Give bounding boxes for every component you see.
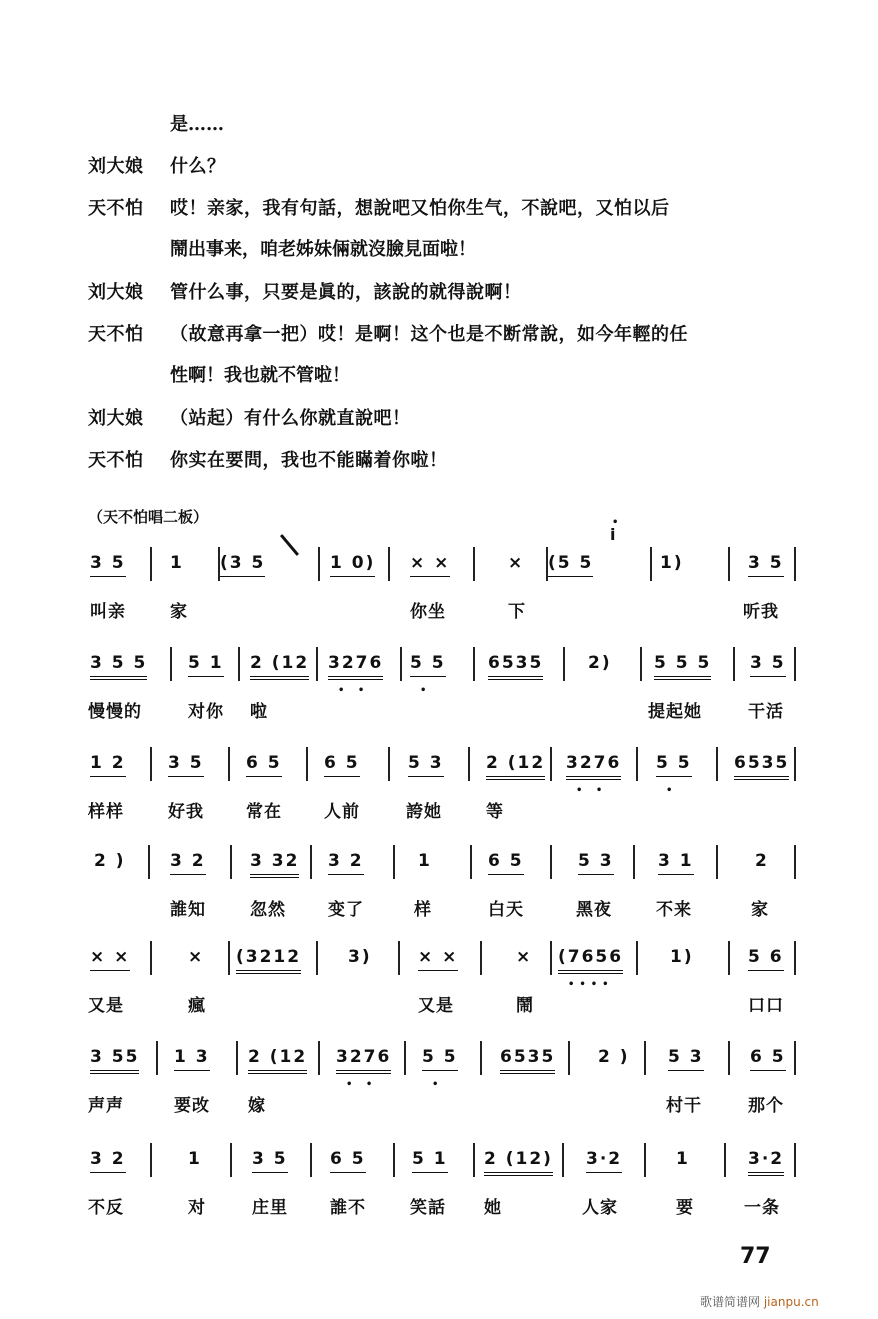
note-group: 3276 (566, 753, 621, 780)
note-group: 6535 (734, 753, 789, 780)
note-group: 5 1 (188, 653, 224, 677)
bar-line (644, 1041, 646, 1075)
note-group: 6535 (488, 653, 543, 680)
bar-line (170, 647, 172, 681)
bar-line (230, 845, 232, 879)
note-group: × (516, 947, 533, 967)
note-group: 5 6 (748, 947, 784, 971)
note-group: 2 ) (94, 851, 126, 871)
bar-line (393, 845, 395, 879)
bar-line (228, 941, 230, 975)
lyric: 对 (188, 1198, 206, 1218)
dialogue-line (88, 449, 448, 473)
bar-line (794, 747, 796, 781)
note-group: 6 5 (246, 753, 282, 777)
bar-line (794, 547, 796, 581)
note-group: × × (90, 947, 130, 971)
lyric: 对你 (188, 702, 224, 722)
bar-line (794, 647, 796, 681)
bar-line (388, 547, 390, 581)
note-group: 5 1 (412, 1149, 448, 1173)
note-group: × × (410, 553, 450, 577)
bar-line (404, 1041, 406, 1075)
note-group: 3 5 5 (90, 653, 147, 680)
bar-line (568, 1041, 570, 1075)
dialogue-line (88, 197, 670, 221)
note-group: 6 5 (488, 851, 524, 875)
bar-line (473, 1143, 475, 1177)
note-group: 3) (348, 947, 372, 967)
lyric: 她 (484, 1198, 502, 1218)
bar-line (318, 1041, 320, 1075)
section-label: （天不怕唱二板） (88, 508, 209, 526)
note-group: 3 1 (658, 851, 694, 875)
bar-line (230, 1143, 232, 1177)
lyric: 提起她 (648, 702, 702, 722)
bar-line (563, 647, 565, 681)
bar-line (728, 941, 730, 975)
dialogue-text: 鬧出事来，咱老姊妹倆就沒臉見面啦！ (170, 239, 476, 260)
dialogue-text: （站起）有什么你就直說吧！ (170, 408, 411, 429)
dialogue-text: 哎！亲家，我有句話，想說吧又怕你生气，不說吧，又怕以后 (170, 198, 670, 219)
note-group: 2 ) (598, 1047, 630, 1067)
bar-line (316, 647, 318, 681)
dialogue-text: 是…… (170, 114, 224, 135)
lyric: 你坐 (410, 602, 446, 622)
watermark (700, 1293, 819, 1310)
bar-line (310, 845, 312, 879)
note-group: (5 5 (548, 553, 593, 577)
bar-line (148, 845, 150, 879)
note-group: 2 (755, 851, 769, 871)
note-group: 2 (12 (486, 753, 545, 780)
bar-line (550, 941, 552, 975)
bar-line (480, 941, 482, 975)
speaker-name: 天不怕 (88, 450, 144, 471)
octave-dots: • • (576, 785, 608, 796)
bar-line (310, 1143, 312, 1177)
lyric: 鬧 (516, 996, 534, 1016)
note-group: 1 (676, 1149, 690, 1169)
dialogue-text: 性啊！我也就不管啦！ (170, 365, 350, 386)
note-group: 3 5 (168, 753, 204, 777)
lyric: 誰知 (170, 900, 206, 920)
bar-line (228, 747, 230, 781)
lyric: 不反 (88, 1198, 124, 1218)
bar-line (388, 747, 390, 781)
bar-line (393, 1143, 395, 1177)
note-group: 1 2 (90, 753, 126, 777)
note-group: × (508, 553, 525, 573)
speaker-name: 天不怕 (88, 324, 144, 345)
bar-line (150, 1143, 152, 1177)
lyric: 黑夜 (576, 900, 612, 920)
note-group: 1 (188, 1149, 202, 1169)
note-group: 5 5 5 (654, 653, 711, 680)
octave-dots: • (432, 1079, 444, 1090)
bar-line (473, 547, 475, 581)
speaker-name: 刘大娘 (88, 156, 144, 177)
bar-line (716, 747, 718, 781)
note-group: 1 (170, 553, 184, 573)
bar-line (562, 1143, 564, 1177)
lyric: 又是 (88, 996, 124, 1016)
note-group: 5 3 (578, 851, 614, 875)
score-row (88, 1149, 800, 1229)
score-row (88, 1047, 800, 1127)
dialogue-line (88, 281, 522, 305)
note-group: × (188, 947, 205, 967)
note-group: 3 55 (90, 1047, 139, 1074)
note-group: 3 5 (90, 553, 126, 577)
watermark-domain: jianpu.cn (763, 1295, 819, 1309)
note-group: × × (418, 947, 458, 971)
bar-line (640, 647, 642, 681)
lyric: 又是 (418, 996, 454, 1016)
note-group: 5 5 (422, 1047, 458, 1071)
note-group: 3 2 (90, 1149, 126, 1173)
bar-line (550, 747, 552, 781)
note-group: 1) (660, 553, 684, 573)
note-group: 5 3 (668, 1047, 704, 1071)
octave-dots: •••• (568, 979, 614, 990)
bar-line (550, 845, 552, 879)
lyric: 人家 (582, 1198, 618, 1218)
octave-dots: • (420, 685, 432, 696)
bar-line (636, 747, 638, 781)
bar-line (468, 747, 470, 781)
note-group: 3 2 (328, 851, 364, 875)
note-group: 6 5 (330, 1149, 366, 1173)
dialogue-line (170, 113, 224, 137)
bar-line (633, 845, 635, 879)
note-group: 6 5 (324, 753, 360, 777)
note-group: 3276 (336, 1047, 391, 1074)
bar-line (150, 547, 152, 581)
bar-line (398, 941, 400, 975)
bar-line (218, 547, 220, 581)
bar-line (473, 647, 475, 681)
lyric: 变了 (328, 900, 364, 920)
bar-line (644, 1143, 646, 1177)
lyric: 庄里 (252, 1198, 288, 1218)
lyric: 等 (486, 802, 504, 822)
score-row (88, 653, 800, 733)
bar-line (794, 845, 796, 879)
note-group: (7656 (558, 947, 623, 974)
lyric: 下 (508, 602, 526, 622)
page-number: 77 (740, 1244, 771, 1269)
lyric: 常在 (246, 802, 282, 822)
bar-line (318, 547, 320, 581)
octave-dots: • (666, 785, 678, 796)
score-row (88, 753, 800, 833)
note-group: 1 3 (174, 1047, 210, 1071)
lyric: 听我 (743, 602, 779, 622)
bar-line (716, 845, 718, 879)
bar-line (156, 1041, 158, 1075)
note-group: 1 (418, 851, 432, 871)
note-group: 1 0) (330, 553, 375, 577)
note-group: 2) (588, 653, 612, 673)
lyric: 白天 (488, 900, 524, 920)
lyric: 家 (170, 602, 188, 622)
note-group: 3·2 (586, 1149, 622, 1173)
note-group: 2 (12 (248, 1047, 307, 1074)
note-group: 3 2 (170, 851, 206, 875)
note-group: 5 3 (408, 753, 444, 777)
bar-line (650, 547, 652, 581)
bar-line (794, 1041, 796, 1075)
bar-line (728, 547, 730, 581)
bar-line (636, 941, 638, 975)
dialogue-line (88, 323, 688, 347)
lyric: 人前 (324, 802, 360, 822)
lyric: 干活 (748, 702, 784, 722)
bar-line (238, 647, 240, 681)
note-group: 3·2 (748, 1149, 784, 1176)
bar-line (400, 647, 402, 681)
note-group: 6 5 (750, 1047, 786, 1071)
lyric: 口口 (748, 996, 784, 1016)
note-group: (3212 (236, 947, 301, 974)
bar-line (316, 941, 318, 975)
bar-line (236, 1041, 238, 1075)
lyric: 好我 (168, 802, 204, 822)
dialogue-line (170, 364, 350, 388)
note-group: 1) (670, 947, 694, 967)
bar-line (546, 547, 548, 581)
note-group: (3 5 (220, 553, 265, 577)
bar-line (150, 941, 152, 975)
dialogue-text: 什么？ (170, 156, 226, 177)
lyric: 不来 (656, 900, 692, 920)
note-group: 3276 (328, 653, 383, 680)
lyric: 样样 (88, 802, 124, 822)
dialogue-line (88, 155, 226, 179)
bar-line (150, 747, 152, 781)
grace-note: i (610, 525, 618, 544)
note-group: 3 5 (748, 553, 784, 577)
note-group: 5 5 (410, 653, 446, 677)
lyric: 誰不 (330, 1198, 366, 1218)
lyric: 啦 (250, 702, 268, 722)
lyric: 声声 (88, 1096, 124, 1116)
bar-line (794, 941, 796, 975)
dialogue-text: （故意再拿一把）哎！是啊！这个也是不断常說，如今年輕的任 (170, 324, 688, 345)
dialogue-line (88, 407, 411, 431)
note-group: 3 32 (250, 851, 299, 878)
note-group: 6535 (500, 1047, 555, 1074)
lyric: 村干 (666, 1096, 702, 1116)
speaker-name: 刘大娘 (88, 408, 144, 429)
speaker-name: 天不怕 (88, 198, 144, 219)
note-group: 2 (12) (484, 1149, 553, 1176)
lyric: 要 (676, 1198, 694, 1218)
lyric: 笑話 (410, 1198, 446, 1218)
lyric: 一条 (744, 1198, 780, 1218)
lyric: 慢慢的 (88, 702, 142, 722)
speaker-name: 刘大娘 (88, 282, 144, 303)
score-row (88, 851, 800, 931)
lyric: 家 (751, 900, 769, 920)
bar-line (733, 647, 735, 681)
bar-line (306, 747, 308, 781)
lyric: 誇她 (406, 802, 442, 822)
bar-line (728, 1041, 730, 1075)
lyric: 嫁 (248, 1096, 266, 1116)
score-row (88, 947, 800, 1027)
lyric: 叫亲 (90, 602, 126, 622)
high-octave-dot: • (612, 517, 624, 528)
lyric: 瘋 (188, 996, 206, 1016)
note-group: 3 5 (252, 1149, 288, 1173)
note-group: 3 5 (750, 653, 786, 677)
dialogue-text: 你实在要問，我也不能瞞着你啦！ (170, 450, 448, 471)
bar-line (480, 1041, 482, 1075)
octave-dots: • • (338, 685, 370, 696)
lyric: 样 (414, 900, 432, 920)
bar-line (794, 1143, 796, 1177)
bar-line (724, 1143, 726, 1177)
lyric: 要改 (174, 1096, 210, 1116)
bar-line (470, 845, 472, 879)
note-group: 2 (12 (250, 653, 309, 680)
dialogue-text: 管什么事，只要是眞的，該說的就得說啊！ (170, 282, 522, 303)
note-group: 5 5 (656, 753, 692, 777)
lyric: 忽然 (250, 900, 286, 920)
dialogue-line (170, 238, 476, 262)
lyric: 那个 (748, 1096, 784, 1116)
octave-dots: • • (346, 1079, 378, 1090)
watermark-text: 歌谱简谱网 (700, 1295, 761, 1309)
